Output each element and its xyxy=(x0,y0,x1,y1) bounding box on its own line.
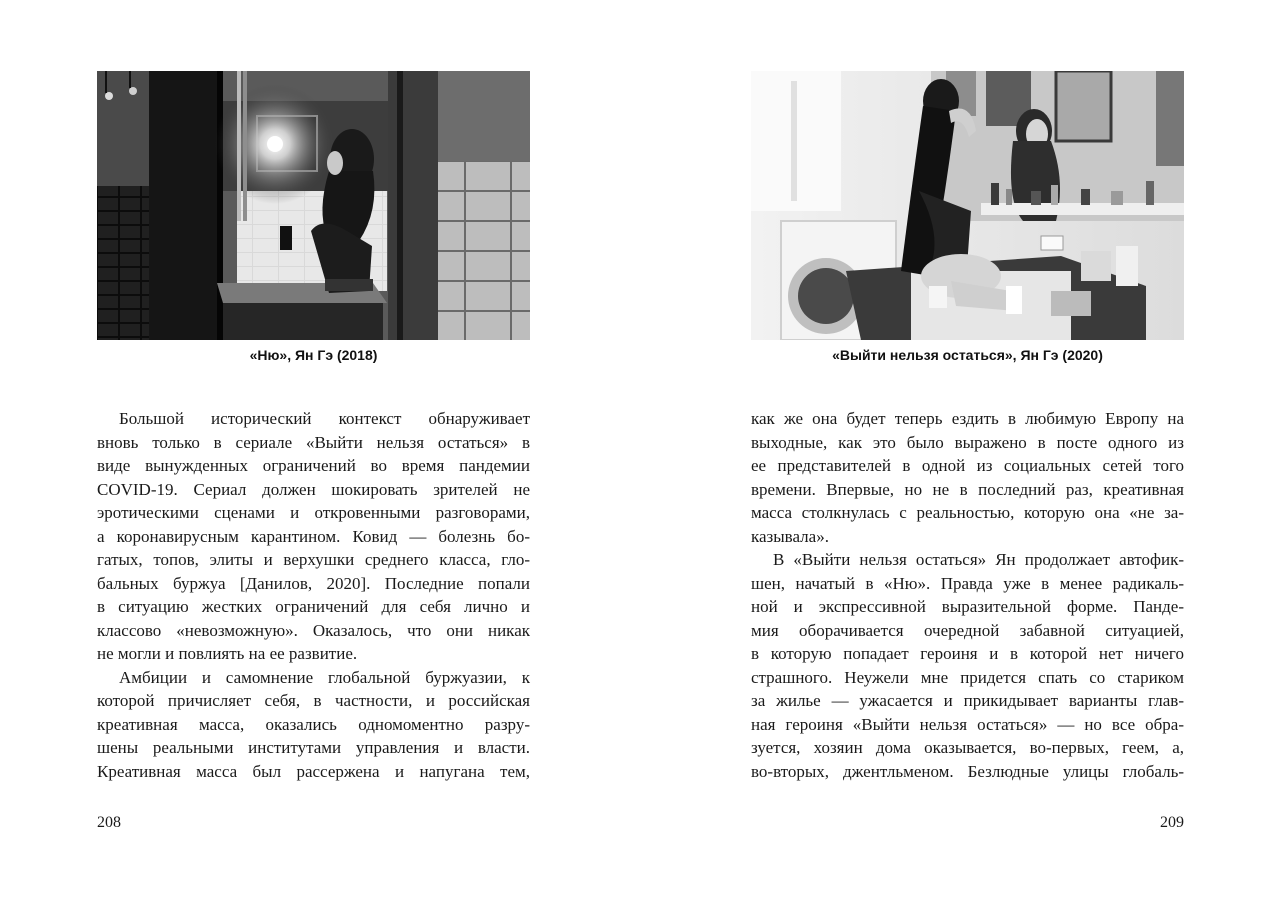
text-line: выходные, как это было выражено в посте одного из xyxy=(751,432,1184,452)
text-line: Креативная масса был рассержена и напугана тем, xyxy=(97,761,530,781)
text-line: бальных буржуа [Данилов, 2020]. Последние попали xyxy=(97,573,530,593)
text-line: эротическими сценами и откровенными разговорами, xyxy=(97,503,530,522)
text-line: не могли и повлиять на ее развитие. xyxy=(97,644,358,663)
text-line: креативная масса, оказались одномоментно разру- xyxy=(97,714,530,734)
text-line: виде вынужденных ограничений во время пандемии xyxy=(97,456,530,475)
film-still-vyiti-nelzya-ostatsya xyxy=(751,71,1184,340)
text-line: как же она будет теперь ездить в любимую Европу на xyxy=(751,409,1184,428)
page-number: 208 xyxy=(97,814,121,831)
text-line: классово «невозможную». Оказалось, что они никак xyxy=(97,620,530,640)
text-line: в которую попадает героиня и в которой нет ничего xyxy=(751,644,1184,663)
text-line: В «Выйти нельзя остаться» Ян продолжает автофик- xyxy=(773,550,1184,569)
text-line: шены реальными институтами управления и власти. xyxy=(97,738,530,757)
photo-caption: «Ню», Ян Гэ (2018) xyxy=(249,347,378,363)
text-line: масса столкнулась с реальностью, которую она «не за- xyxy=(751,503,1184,522)
page-number: 209 xyxy=(1160,814,1184,831)
text-line: за жилье — ужасается и прикидывает варианты глав- xyxy=(751,691,1184,710)
photo-caption: «Выйти нельзя остаться», Ян Гэ (2020) xyxy=(832,347,1103,363)
text-line: казывала». xyxy=(751,526,829,546)
text-line: вновь только в сериале «Выйти нельзя остаться» в xyxy=(97,432,530,452)
text-line: шен, начатый в «Ню». Правда уже в менее радикаль- xyxy=(751,573,1184,593)
text-line: COVID-19. Сериал должен шокировать зрителей не xyxy=(97,479,530,499)
text-line: ее представителей в одной из социальных сетей того xyxy=(751,456,1184,475)
text-line: Амбиции и самомнение глобальной буржуазии, к xyxy=(119,667,530,687)
text-line: страшного. Неужели мне придется спать со стариком xyxy=(751,667,1184,687)
text-line: мия оборачивается очередной забавной ситуацией, xyxy=(751,620,1184,640)
text-line: которой причисляет себя, в частности, и российская xyxy=(97,691,530,710)
text-line: Большой исторический контекст обнаруживает xyxy=(119,409,530,428)
text-line: ная героиня «Выйти нельзя остаться» — но все обра- xyxy=(751,714,1184,734)
text-line: в ситуацию жестких ограничений для себя лично и xyxy=(97,597,530,616)
text-line: времени. Впервые, но не в последний раз, креативная xyxy=(751,479,1184,499)
body-text xyxy=(751,407,1184,783)
text-line: во-вторых, джентльменом. Безлюдные улицы глобаль- xyxy=(751,761,1184,781)
body-text xyxy=(97,407,530,783)
film-still-nyu xyxy=(97,71,530,340)
text-line: зуется, хозяин дома оказывается, во-первых, геем, а, xyxy=(751,738,1184,757)
text-line: гатых, топов, элиты и верхушки среднего класса, гло- xyxy=(97,550,530,569)
text-line: а коронавирусным карантином. Ковид — болезнь бо- xyxy=(97,526,530,546)
text-line: ной и экспрессивной выразительной форме. Панде- xyxy=(751,597,1184,616)
